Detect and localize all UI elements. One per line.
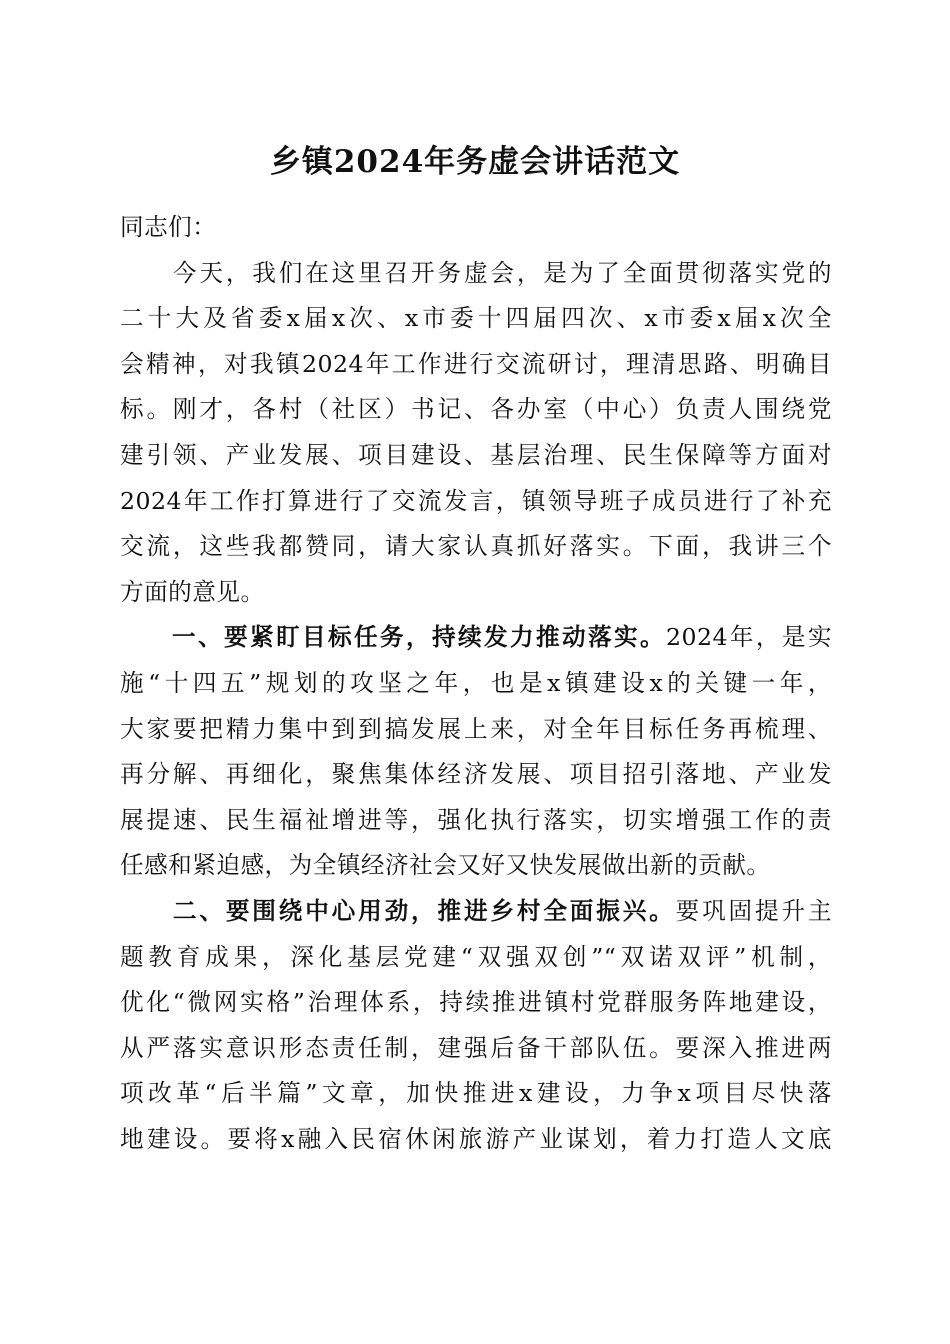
document-title: 乡镇2024年务虚会讲话范文 [269, 144, 681, 180]
paragraph-section-1 [120, 621, 832, 895]
section-text: 2024年，是实 [665, 623, 833, 652]
text-line: 从严落实意识形态责任制，建强后备干部队伍。要深入推进两 [120, 1033, 832, 1062]
text-line: 大家要把精力集中到到搞发展上来，对全年目标任务再梳理、 [120, 714, 832, 743]
text-line: 地建设。要将x融入民宿休闲旅游产业谋划，着力打造人文底 [120, 1124, 832, 1153]
section-heading: 一、要紧盯目标任务，持续发力推动落实。 [120, 623, 666, 652]
paragraph-intro [120, 257, 832, 622]
text-line: 展提速、民生福祉增进等，强化执行落实，切实增强工作的责 [120, 805, 832, 834]
salutation: 同志们： [120, 213, 217, 241]
text-line: 优化“微网实格”治理体系，持续推进镇村党群服务阵地建设， [120, 988, 832, 1017]
text-line: 会精神，对我镇2024年工作进行交流研讨，理清思路、明确目 [120, 349, 832, 378]
text-line: 建引领、产业发展、项目建设、基层治理、民生保障等方面对 [120, 440, 832, 469]
text-line: 今天，我们在这里召开务虚会，是为了全面贯彻落实党的 [120, 258, 832, 287]
text-line: 二十大及省委x届x次、x市委十四届四次、x市委x届x次全 [120, 304, 832, 333]
document-body [120, 211, 832, 1168]
text-line: 题教育成果，深化基层党建“双强双创”“双诺双评”机制， [120, 942, 832, 971]
text-line: 项改革“后半篇”文章，加快推进x建设，力争x项目尽快落 [120, 1079, 832, 1108]
text-line [120, 621, 832, 667]
text-line [120, 895, 832, 941]
text-line: 标。刚才，各村（社区）书记、各办室（中心）负责人围绕党 [120, 395, 832, 424]
section-text: 要巩固提升主 [675, 896, 833, 925]
section-heading: 二、要围绕中心用劲，推进乡村全面振兴。 [120, 896, 676, 925]
text-line: 2024年工作打算进行了交流发言，镇领导班子成员进行了补充 [120, 486, 832, 515]
text-line: 再分解、再细化，聚焦集体经济发展、项目招引落地、产业发 [120, 760, 832, 789]
text-line: 方面的意见。 [120, 577, 265, 606]
paragraph-section-2 [120, 895, 832, 1169]
text-line: 施“十四五”规划的攻坚之年，也是x镇建设x的关键一年， [120, 668, 832, 697]
text-line: 任感和紧迫感，为全镇经济社会又好又快发展做出新的贡献。 [120, 851, 771, 880]
text-line: 交流，这些我都赞同，请大家认真抓好落实。下面，我讲三个 [120, 532, 832, 561]
